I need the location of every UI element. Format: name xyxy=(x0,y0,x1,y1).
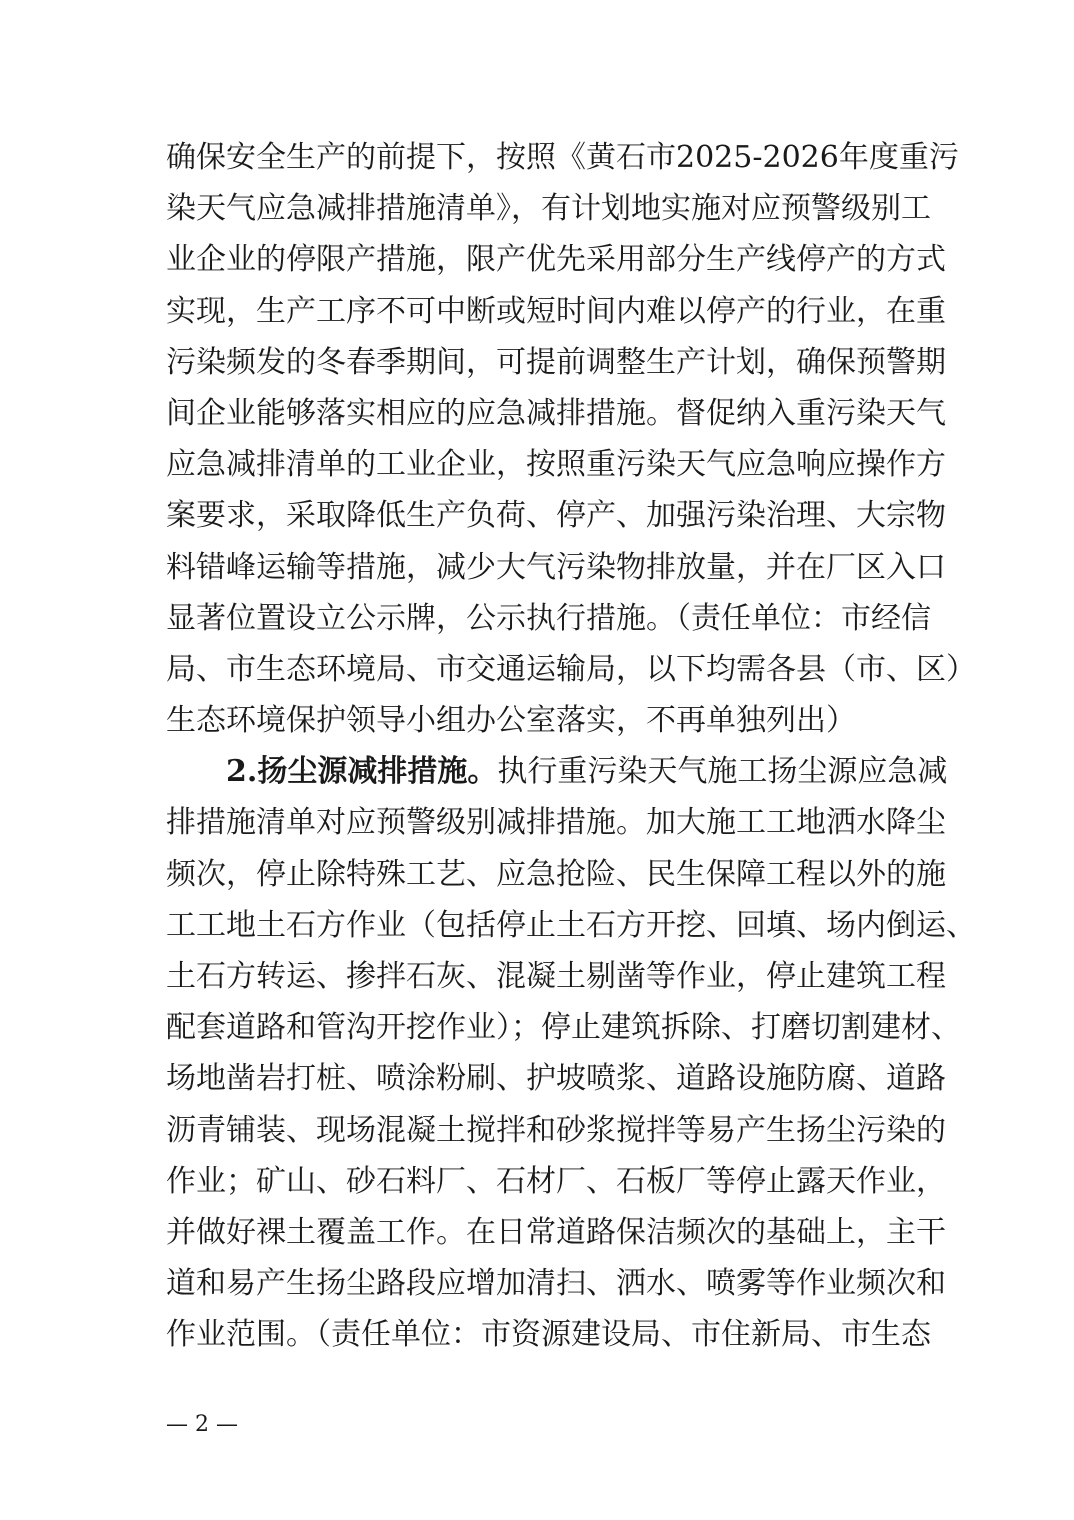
paragraph-2-line-2: 排措施清单对应预警级别减排措施。加大施工工地洒水降尘 xyxy=(166,805,946,841)
section-heading: 2.扬尘源减排措施。 xyxy=(226,754,498,790)
paragraph-1-line-4: 实现，生产工序不可中断或短时间内难以停产的行业，在重 xyxy=(166,293,946,329)
paragraph-2-line-11: 道和易产生扬尘路段应增加清扫、洒水、喷雾等作业频次和 xyxy=(166,1266,946,1302)
paragraph-1-line-5: 污染频发的冬春季期间，可提前调整生产计划，确保预警期 xyxy=(166,344,946,380)
paragraph-1-line-12: 生态环境保护领导小组办公室落实，不再单独列出） xyxy=(166,703,856,739)
paragraph-2-line-8: 沥青铺装、现场混凝土搅拌和砂浆搅拌等易产生扬尘污染的 xyxy=(166,1112,946,1148)
paragraph-1-line-1: 确保安全生产的前提下，按照《黄石市2025-2026年度重污 xyxy=(166,140,959,175)
paragraph-1-line-7: 应急减排清单的工业企业，按照重污染天气应急响应操作方 xyxy=(166,447,946,483)
paragraph-2-line-3: 频次，停止除特殊工艺、应急抢险、民生保障工程以外的施 xyxy=(166,856,946,892)
paragraph-2-line-9: 作业；矿山、砂石料厂、石材厂、石板厂等停止露天作业， xyxy=(166,1163,946,1199)
paragraph-1-line-6: 间企业能够落实相应的应急减排措施。督促纳入重污染天气 xyxy=(166,395,946,431)
paragraph-2-line-4: 工工地土石方作业（包括停止土石方开挖、回填、场内倒运、 xyxy=(166,907,976,943)
paragraph-1-line-8: 案要求，采取降低生产负荷、停产、加强污染治理、大宗物 xyxy=(166,498,946,534)
paragraph-2-line-6: 配套道路和管沟开挖作业）；停止建筑拆除、打磨切割建材、 xyxy=(166,1010,961,1046)
paragraph-1-line-10: 显著位置设立公示牌，公示执行措施。（责任单位：市经信 xyxy=(166,600,931,636)
paragraph-1-line-9: 料错峰运输等措施，减少大气污染物排放量，并在厂区入口 xyxy=(166,549,946,585)
paragraph-2-line-12: 作业范围。（责任单位：市资源建设局、市住新局、市生态 xyxy=(166,1317,931,1353)
page-number: — 2 — xyxy=(166,1412,238,1437)
paragraph-2-first-line-text: 执行重污染天气施工扬尘源应急减 xyxy=(497,754,948,790)
body-text xyxy=(166,132,976,1361)
paragraph-1-line-11: 局、市生态环境局、市交通运输局，以下均需各县（市、区） xyxy=(166,651,976,687)
paragraph-1-line-3: 业企业的停限产措施，限产优先采用部分生产线停产的方式 xyxy=(166,242,946,278)
paragraph-2-line-10: 并做好裸土覆盖工作。在日常道路保洁频次的基础上，主干 xyxy=(166,1214,946,1250)
paragraph-1-line-2: 染天气应急减排措施清单》，有计划地实施对应预警级别工 xyxy=(166,191,931,227)
paragraph-2-line-7: 场地凿岩打桩、喷涂粉刷、护坡喷浆、道路设施防腐、道路 xyxy=(166,1061,946,1097)
paragraph-2-line-5: 土石方转运、掺拌石灰、混凝土剔凿等作业，停止建筑工程 xyxy=(166,959,946,994)
paragraph-2-line-1 xyxy=(166,746,948,797)
